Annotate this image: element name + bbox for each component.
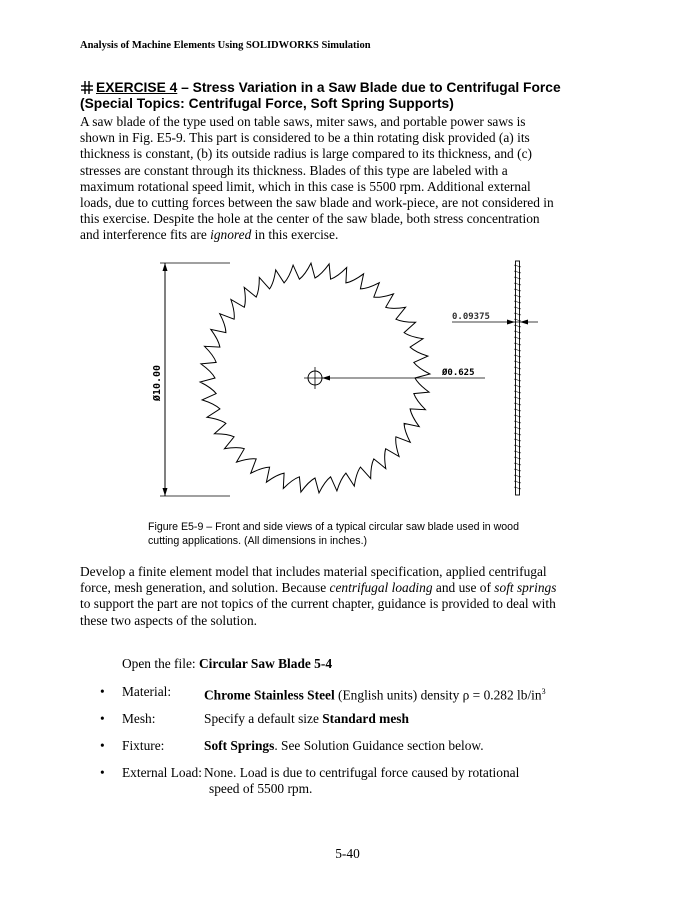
page-number: 5-40 xyxy=(335,846,360,861)
running-header: Analysis of Machine Elements Using SOLIDWORKS Simulation xyxy=(80,40,371,51)
bullet-dot: • xyxy=(100,765,105,780)
intro-line: stresses are constant through its thickness. Blades of this type are labeled with a xyxy=(80,162,508,178)
guidance-paragraph xyxy=(80,564,620,629)
exercise-title-text: – Stress Variation in a Saw Blade due to Centrifugal Force xyxy=(177,80,561,95)
arrow-top xyxy=(163,263,168,271)
arrow-bottom xyxy=(163,488,168,496)
intro-line: thickness is constant, (b) its outside radius is large compared to its thickness, and (c) xyxy=(80,146,532,162)
external-load-continuation: speed of 5500 rpm. xyxy=(209,781,313,796)
thickness-arrow-right xyxy=(520,320,528,325)
intro-paragraph xyxy=(80,114,620,244)
bullet-dot: • xyxy=(100,684,105,699)
paragraph-line: to support the part are not topics of the current chapter, guidance is provided to deal with xyxy=(80,596,556,612)
figure-caption: Figure E5-9 – Front and side views of a typical circular saw blade used in wood cutting applications. (All dimensions in inches.) xyxy=(148,521,519,547)
exercise-label: EXERCISE 4 xyxy=(96,80,178,95)
emphasis-centrifugal: centrifugal loading xyxy=(329,580,433,596)
exercise-icon xyxy=(80,80,94,94)
emphasis-soft-springs: soft springs xyxy=(494,580,557,596)
saw-blade-figure xyxy=(140,255,550,505)
diameter-label: Ø10.00 xyxy=(152,364,163,402)
intro-line: loads, due to cutting forces between the saw blade and work-piece, are not considered in xyxy=(80,195,554,211)
exercise-subtitle: (Special Topics: Centrifugal Force, Soft Spring Supports) xyxy=(80,96,454,111)
intro-line: this exercise. Despite the hole at the center of the saw blade, both stress concentration xyxy=(80,211,540,227)
intro-line: A saw blade of the type used on table saws, miter saws, and portable power saws is xyxy=(80,114,526,129)
hole-leader-arrow xyxy=(322,376,330,381)
thickness-label: 0.09375 xyxy=(452,312,490,322)
emphasis-ignored: ignored xyxy=(210,227,252,243)
paragraph-line: Develop a finite element model that includes material specification, applied centrifugal xyxy=(80,564,547,579)
thickness-arrow-left xyxy=(507,320,515,325)
hole-label: Ø0.625 xyxy=(442,368,475,378)
bullet-dot: • xyxy=(100,738,105,753)
paragraph-line: these two aspects of the solution. xyxy=(80,612,258,628)
file-name: Circular Saw Blade 5-4 xyxy=(198,656,333,671)
open-file-instruction: Open the file: Circular Saw Blade 5-4 xyxy=(122,656,333,671)
bullet-dot: • xyxy=(100,711,105,726)
intro-line: maximum rotational speed limit, which in this case is 5500 rpm. Additional external xyxy=(80,178,531,194)
exercise-title xyxy=(80,80,620,112)
intro-line: and interference fits are ignored in this exercise. xyxy=(80,227,339,243)
intro-line: shown in Fig. E5-9. This part is considered to be a thin rotating disk provided (a) its xyxy=(80,130,530,146)
paragraph-line: force, mesh generation, and solution. Because centrifugal loading and use of soft springs xyxy=(80,580,557,596)
